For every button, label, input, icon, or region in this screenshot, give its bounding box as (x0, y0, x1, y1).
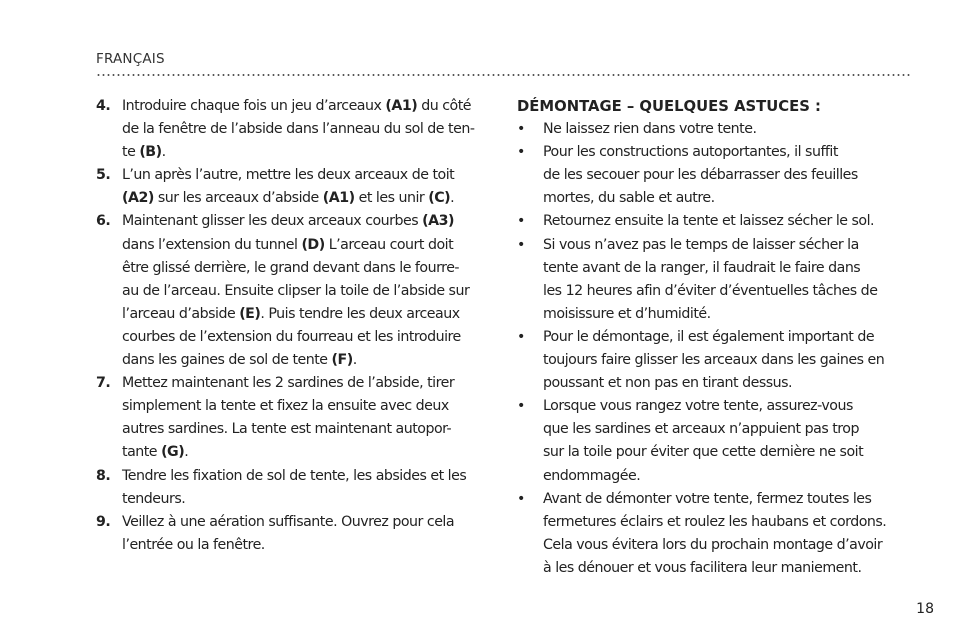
text-segment: te (122, 144, 140, 161)
part-reference: (E) (239, 305, 261, 322)
text-segment: du côté (417, 98, 472, 114)
tip-item (517, 234, 915, 326)
text-segment: l’entrée ou la fenêtre. (122, 536, 265, 553)
text-segment: . (184, 444, 189, 461)
dismantling-tips-column (517, 95, 915, 580)
step-item (96, 210, 491, 372)
bullet-icon: • (517, 236, 525, 253)
step-text-line (122, 441, 491, 464)
bullet-icon: • (517, 398, 525, 415)
tips-list (517, 118, 915, 580)
step-number: 4. (96, 98, 111, 114)
text-segment: autres sardines. La tente est maintenant autopor- (122, 421, 452, 438)
step-text-line (122, 326, 491, 349)
tip-item (517, 326, 915, 395)
step-text-line (122, 234, 491, 257)
step-item (96, 164, 491, 210)
step-number: 6. (96, 213, 111, 230)
text-segment: . (450, 190, 455, 207)
bullet-icon: • (517, 213, 525, 230)
text-segment: dans l’extension du tunnel (122, 236, 302, 253)
tip-text-line: mortes, du sable et autre. (543, 190, 715, 207)
step-text-line (122, 95, 491, 118)
step-text-line (122, 534, 491, 557)
step-item (96, 372, 491, 464)
part-reference: (A3) (422, 213, 454, 230)
tip-text-line: sur la toile pour éviter que cette dernière ne soit (543, 444, 864, 461)
step-text-line (122, 465, 491, 488)
step-number: 8. (96, 467, 111, 484)
step-text-line (122, 187, 491, 210)
part-reference: (G) (161, 444, 185, 461)
step-number: 5. (96, 167, 111, 184)
tip-text-line: Retournez ensuite la tente et laissez sécher le sol. (543, 213, 875, 230)
tip-text-line: endommagée. (543, 467, 641, 484)
page-number: 18 (916, 601, 934, 617)
tip-item (517, 488, 915, 580)
dotted-divider (96, 74, 912, 76)
text-segment: Tendre les fixation de sol de tente, les absides et les (122, 467, 467, 484)
text-segment: Veillez à une aération suffisante. Ouvrez pour cela (122, 513, 455, 530)
text-segment: l’arceau d’abside (122, 305, 240, 322)
part-reference: (C) (428, 190, 451, 207)
tip-text-line: à les dénouer et vous facilitera leur maniement. (543, 559, 862, 576)
step-text-line (122, 280, 491, 303)
step-text-line (122, 118, 491, 141)
text-segment: . Puis tendre les deux arceaux (260, 305, 460, 322)
tip-text-line: Cela vous évitera lors du prochain montage d’avoir (543, 536, 883, 553)
step-text-line (122, 511, 491, 534)
tip-text-line: Ne laissez rien dans votre tente. (543, 121, 757, 138)
text-segment: de la fenêtre de l’abside dans l’anneau du sol de ten- (122, 121, 475, 138)
tip-text-line: Lorsque vous rangez votre tente, assurez-vous (543, 398, 853, 415)
tip-text-line: moisissure et d’humidité. (543, 305, 711, 322)
tip-text-line: Si vous n’avez pas le temps de laisser sécher la (543, 236, 859, 253)
text-segment: Introduire chaque fois un jeu d’arceaux (122, 98, 386, 114)
step-item (96, 511, 491, 557)
language-label: FRANÇAIS (96, 51, 165, 67)
text-segment: simplement la tente et fixez la ensuite avec deux (122, 398, 449, 415)
text-segment: Maintenant glisser les deux arceaux courbes (122, 213, 423, 230)
step-text-line (122, 418, 491, 441)
tip-item (517, 141, 915, 210)
assembly-steps-column (96, 95, 491, 557)
step-text-line (122, 257, 491, 280)
tip-text-line: Pour le démontage, il est également important de (543, 328, 875, 345)
bullet-icon: • (517, 328, 525, 345)
tip-item (517, 118, 915, 141)
step-text-line (122, 395, 491, 418)
part-reference: (F) (331, 352, 353, 369)
text-segment: L’arceau court doit (324, 236, 454, 253)
tip-text-line: de les secouer pour les débarrasser des feuilles (543, 167, 858, 184)
step-number: 9. (96, 513, 111, 530)
text-segment: au de l’arceau. Ensuite clipser la toile de l’abside sur (122, 282, 470, 299)
step-text-line (122, 303, 491, 326)
part-reference: (D) (301, 236, 325, 253)
part-reference: (A1) (385, 98, 418, 114)
text-segment: . (352, 352, 357, 369)
text-segment: sur les arceaux d’abside (153, 190, 323, 207)
tip-text-line: tente avant de la ranger, il faudrait le faire dans (543, 259, 861, 276)
bullet-icon: • (517, 121, 525, 138)
step-number: 7. (96, 375, 111, 392)
tip-text-line: Pour les constructions autoportantes, il suffit (543, 144, 838, 161)
step-text-line (122, 488, 491, 511)
step-text-line (122, 210, 491, 233)
step-text-line (122, 141, 491, 164)
tip-item (517, 395, 915, 487)
text-segment: tendeurs. (122, 490, 186, 507)
text-segment: être glissé derrière, le grand devant dans le fourre- (122, 259, 460, 276)
text-segment: et les unir (354, 190, 429, 207)
tip-item (517, 210, 915, 233)
text-segment: L’un après l’autre, mettre les deux arceaux de toit (122, 167, 455, 184)
section-heading: DÉMONTAGE – QUELQUES ASTUCES : (517, 98, 821, 115)
tip-text-line: poussant et non pas en tirant dessus. (543, 375, 793, 392)
tip-text-line: Avant de démonter votre tente, fermez toutes les (543, 490, 872, 507)
text-segment: courbes de l’extension du fourreau et les introduire (122, 328, 461, 345)
step-text-line (122, 349, 491, 372)
tip-text-line: toujours faire glisser les arceaux dans les gaines en (543, 352, 885, 369)
bullet-icon: • (517, 490, 525, 507)
text-segment: . (161, 144, 166, 161)
step-item (96, 465, 491, 511)
step-item (96, 95, 491, 164)
bullet-icon: • (517, 144, 525, 161)
part-reference: (A1) (322, 190, 355, 207)
step-text-line (122, 164, 491, 187)
tip-text-line: fermetures éclairs et roulez les haubans et cordons. (543, 513, 887, 530)
part-reference: (B) (139, 144, 162, 161)
tip-text-line: que les sardines et arceaux n’appuient pas trop (543, 421, 859, 438)
text-segment: tante (122, 444, 162, 461)
step-text-line (122, 372, 491, 395)
text-segment: dans les gaines de sol de tente (122, 352, 332, 369)
tip-text-line: les 12 heures afin d’éviter d’éventuelles tâches de (543, 282, 878, 299)
text-segment: Mettez maintenant les 2 sardines de l’abside, tirer (122, 375, 455, 392)
part-reference: (A2) (122, 190, 154, 207)
